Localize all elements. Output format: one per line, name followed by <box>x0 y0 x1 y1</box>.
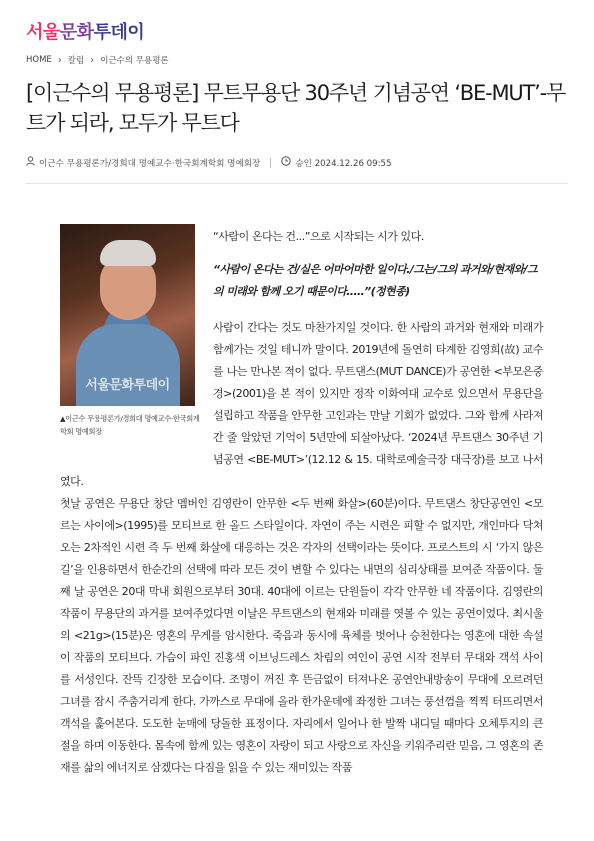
user-icon <box>26 156 35 169</box>
article-meta <box>26 156 391 169</box>
chevron-right-icon: › <box>57 54 62 66</box>
author-byline: 이근수 무용평론가/경희대 명예교수·한국회계학회 명예회장 <box>39 158 261 169</box>
clock-icon <box>281 156 291 169</box>
breadcrumb <box>26 54 169 66</box>
float-spacer <box>60 317 213 471</box>
breadcrumb-section[interactable]: 칼럼 <box>67 56 85 66</box>
meta-divider <box>270 158 271 168</box>
site-logo[interactable] <box>26 18 144 44</box>
logo-text-2: 문화 <box>59 22 94 43</box>
photo-caption: ▲이근수 무용평론가/경희대 명예교수·한국회계학회 명예회장 <box>60 414 200 436</box>
divider-line <box>26 183 568 184</box>
article-title: [이근수의 무용평론] 무트무용단 30주년 기념공연 ‘BE-MUT’-무트가 되라, 모두가 무트다 <box>26 81 566 135</box>
logo-text-3: 투데이 <box>93 22 145 43</box>
body-paragraph-1 <box>60 317 543 493</box>
approved-date: 승인 2024.12.26 09:55 <box>295 158 392 169</box>
photo-hair <box>100 240 156 266</box>
body-paragraph-1-text: 사람이 간다는 것도 마찬가지일 것이다. 한 사람의 과거와 현재와 미래가 함께가는 것일 테니까 말이다. 2019년에 돌연히 타계한 김영희(故) 교수를 나는 만나본 적이 없다. 무트댄스(MUT DANCE)가 공연한 <부모은중경>(2001)을 본 적이 있지만 정작 이화여대 교수로 있으면서 무용단을 설립하고 작품을 안무한 고인과는 만날 기회가 없었다. 그와 함께 사라져간 줄 알았던 기억이 5년만에 되살아났다. ‘2024년 무트댄스 30주년 기념공연 <BE-MUT>’(12.12 & 15. 대학로예술극장 대극장)를 보고 나서였다. <box>60 321 543 488</box>
breadcrumb-subsection[interactable]: 이근수의 무용평론 <box>100 56 169 66</box>
quote-paragraph: “사람이 온다는 건/실은 어마어마한 일이다./그는/그의 과거와/현재와/그의 미래와 함께 오기 때문이다.....”(정현종) <box>213 263 538 298</box>
breadcrumb-home[interactable]: HOME <box>26 55 52 65</box>
chevron-right-icon: › <box>90 54 95 66</box>
logo-text-1: 서울 <box>26 22 60 43</box>
body-paragraph-2: 첫날 공연은 무용단 창단 멤버인 김영란이 안무한 <두 번째 화살>(60분)이다. 무트댄스 창단공연인 <모르는 사이에>(1995)를 모티브로 한 올드 스타일이다. 자연이 주는 시련은 피할 수 없지만, 개인마다 닥쳐오는 2차적인 시련 즉 두 번째 화살에 대응하는 것은 각자의 선택이라는 뜻이다. 프로스트의 시 ‘가지 않은 길’을 인용하면서 한순간의 선택에 따라 모든 것이 변할 수 있다는 내면의 심리상태를 보여준 작품이다. 둘째 날 공연은 20대 막내 회원으로부터 30대. 40대에 이르는 단원들이 각각 안무한 네 작품이다. 김영란의 작품이 무용단의 과거를 보여주었다면 이날은 무트댄스의 현재와 미래를 엿볼 수 있는 공연이었다. 최시울의 <21g>(15분)은 영혼의 무게를 암시한다. 죽음과 동시에 육체를 벗어나 승천한다는 영혼에 대한 속설이 작품의 모티브다. 가슴이 파인 진홍색 이브닝드레스 차림의 여인이 공연 시작 전부터 무대와 객석 사이를 서성인다. 잔뜩 긴장한 모습이다. 조명이 꺼진 후 뜬금없이 터져나온 공연안내방송이 무대에 오르려던 그녀를 잠시 주춤거리게 한다. 가까스로 무대에 올라 한가운데에 좌정한 그녀는 풍선껌을 찍찍 터뜨리면서 객석을 훑어본다. 도도한 눈매에 당돌한 표정이다. 자리에서 일어나 한 발짝 내디딜 때마다 오체투지의 큰절을 하며 이동한다. 몸속에 함께 있는 영혼이 자랑이 되고 사랑으로 자신을 키워주리란 믿음, 그 영혼의 존재를 삶의 에너지로 삼겠다는 다짐을 읽을 수 있는 재미있는 작품 <box>60 497 543 774</box>
lead-paragraph: “사람이 온다는 건...”으로 시작되는 시가 있다. <box>213 230 424 243</box>
photo-watermark: 서울문화투데이 <box>85 378 170 393</box>
